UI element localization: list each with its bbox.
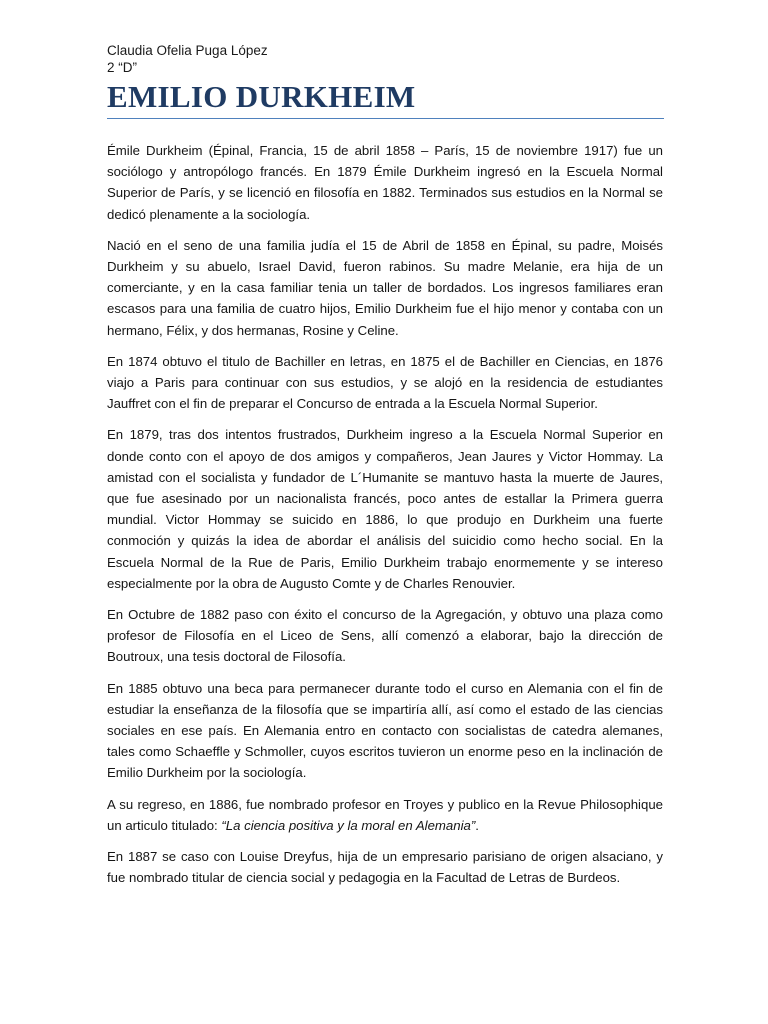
paragraph-3: En 1874 obtuvo el titulo de Bachiller en letras, en 1875 el de Bachiller en Ciencias, en 1876 viajo a Paris para continuar con sus estudios, y se alojó en la residencia de estudiantes Jauffret con el fin de preparar el Concurso de entrada a la Escuela Normal Superior. — [107, 353, 663, 412]
paragraph-8: En 1887 se caso con Louise Dreyfus, hija de un empresario parisiano de origen alsaciano, y fue nombrado titular de ciencia social y pedagogia en la Facultad de Letras de Burdeos. — [107, 849, 663, 886]
document-body — [107, 140, 663, 899]
paragraph-2: Nació en el seno de una familia judía el 15 de Abril de 1858 en Épinal, su padre, Moisés Durkheim y su abuelo, Israel David, fueron rabinos. Su madre Melanie, era hija de un comerciante, y en la casa familiar tenia un taller de bordados. Los ingresos familiares eran escasos para una familia de cuatro hijos, Emilio Durkheim fue el hijo menor y contaba con un hermano, Félix, y dos hermanas, Rosine y Celine. — [107, 237, 663, 338]
paragraph-4: En 1879, tras dos intentos frustrados, Durkheim ingreso a la Escuela Normal Superior en donde conto con el apoyo de dos amigos y compañeros, Jean Jaures y Victor Hommay. La amistad con el socialista y fundador de L´Humanite se mantuvo hasta la muerte de Jaures, que fue asesinado por un nacionalista francés, poco antes de estallar la Primera guerra mundial. Victor Hommay se suicido en 1886, lo que produjo en Durkheim una fuerte conmoción y quizás la idea de abordar el análisis del suicidio como hecho social. En la Escuela Normal de la Rue de Paris, Emilio Durkheim trabajo enormemente y se intereso especialmente por la obra de Augusto Comte y de Charles Renouvier. — [107, 427, 663, 591]
author-name: Claudia Ofelia Puga López — [107, 43, 268, 58]
paragraph-1: Émile Durkheim (Épinal, Francia, 15 de abril 1858 – París, 15 de noviembre 1917) fue un sociólogo y antropólogo francés. En 1879 Émile Durkheim ingresó en la Escuela Normal Superior de París, y se licenció en filosofía en 1882. Terminados sus estudios en la Normal se dedicó plenamente a la sociología. — [107, 143, 663, 222]
document-title: EMILIO DURKHEIM — [107, 79, 416, 114]
document-header — [107, 42, 663, 119]
paragraph-6: En 1885 obtuvo una beca para permanecer durante todo el curso en Alemania con el fin de estudiar la enseñanza de la filosofía que se impartiría allí, así como el estado de las ciencias sociales en ese país. En Alemania entro en contacto con socialistas de catedra alemanes, tales como Schaeffle y Schmoller, cuyos escritos tuvieron un enorme peso en la inclinación de Emilio Durkheim por la sociología. — [107, 680, 663, 781]
group-label: 2 “D” — [107, 60, 137, 75]
article-title-quote: “La ciencia positiva y la moral en Alemania” — [221, 817, 476, 833]
title-underline — [107, 118, 664, 119]
paragraph-7-end: . — [475, 817, 479, 833]
paragraph-7-text: A su regreso, en 1886, fue nombrado profesor en Troyes y publico en la Revue Philosophique un articulo titulado: — [107, 796, 663, 833]
paragraph-5: En Octubre de 1882 paso con éxito el concurso de la Agregación, y obtuvo una plaza como profesor de Filosofía en el Liceo de Sens, allí comenzó a elaborar, bajo la dirección de Boutroux, una tesis doctoral de Filosofía. — [107, 607, 663, 665]
paragraph-7 — [107, 794, 663, 836]
